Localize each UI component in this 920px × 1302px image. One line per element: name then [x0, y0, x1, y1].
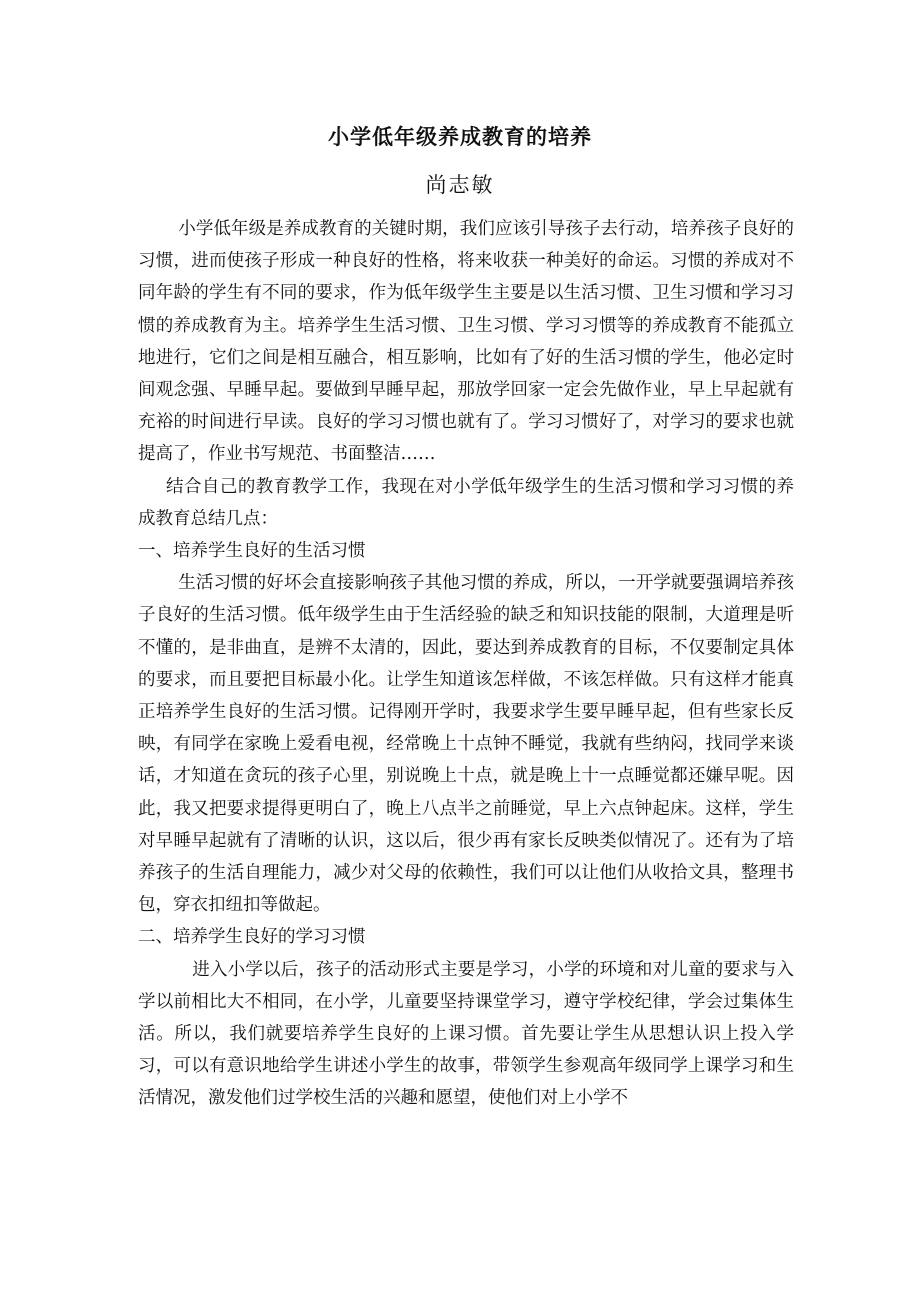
- section-heading-study-habits: 二、培养学生良好的学习习惯: [138, 927, 366, 948]
- paragraph-intro: 小学低年级是养成教育的关键时期，我们应该引导孩子去行动，培养孩子良好的习惯，进而使孩子形成一种良好的性格，将来收获一种美好的命运。习惯的养成对不同年龄的学生有不同的要求，作为低年级学生主要是以生活习惯、卫生习惯和学习习惯的养成教育为主。培养学生生活习惯、卫生习惯、学习习惯等的养成教育不能孤立地进行，它们之间是相互融合，相互影响，比如有了好的生活习惯的学生，他必定时间观念强、早睡早起。要做到早睡早起，那放学回家一定会先做作业，早上早起就有充裕的时间进行早读。良好的学习习惯也就有了。学习习惯好了，对学习的要求也就提高了，作业书写规范、书面整洁……: [138, 219, 794, 465]
- document-title: 小学低年级养成教育的培养: [328, 124, 592, 149]
- document-body: [138, 213, 794, 1115]
- document-author: 尚志敏: [425, 173, 495, 197]
- paragraph-life-habits: 生活习惯的好坏会直接影响孩子其他习惯的养成，所以，一开学就要强调培养孩子良好的生活习惯。低年级学生由于生活经验的缺乏和知识技能的限制，大道理是听不懂的，是非曲直，是辨不太清的，因此，要达到养成教育的目标，不仅要制定具体的要求，而且要把目标最小化。让学生知道该怎样做，不该怎样做。只有这样才能真正培养学生良好的生活习惯。记得刚开学时，我要求学生要早睡早起，但有些家长反映，有同学在家晚上爱看电视，经常晚上十点钟不睡觉，我就有些纳闷，找同学来谈话，才知道在贪玩的孩子心里，别说晚上十点，就是晚上十一点睡觉都还嫌早呢。因此，我又把要求提得更明白了，晚上八点半之前睡觉，早上六点钟起床。这样，学生对早睡早起就有了清晰的认识，这以后，很少再有家长反映类似情况了。还有为了培养孩子的生活自理能力，减少对父母的依赖性，我们可以让他们从收拾文具，整理书包，穿衣扣纽扣等做起。: [138, 573, 794, 916]
- paragraph-summary: 结合自己的教育教学工作，我现在对小学低年级学生的生活习惯和学习习惯的养成教育总结几点：: [138, 476, 794, 529]
- paragraph-study-habits: 进入小学以后，孩子的活动形式主要是学习，小学的环境和对儿童的要求与入学以前相比大不相同，在小学，儿童要坚持课堂学习，遵守学校纪律，学会过集体生活。所以，我们就要培养学生良好的上课习惯。首先要让学生从思想认识上投入学习，可以有意识地给学生讲述小学生的故事，带领学生参观高年级同学上课学习和生活情况，激发他们过学校生活的兴趣和愿望，使他们对上小学不: [138, 959, 794, 1109]
- section-heading-life-habits: 一、培养学生良好的生活习惯: [138, 541, 366, 562]
